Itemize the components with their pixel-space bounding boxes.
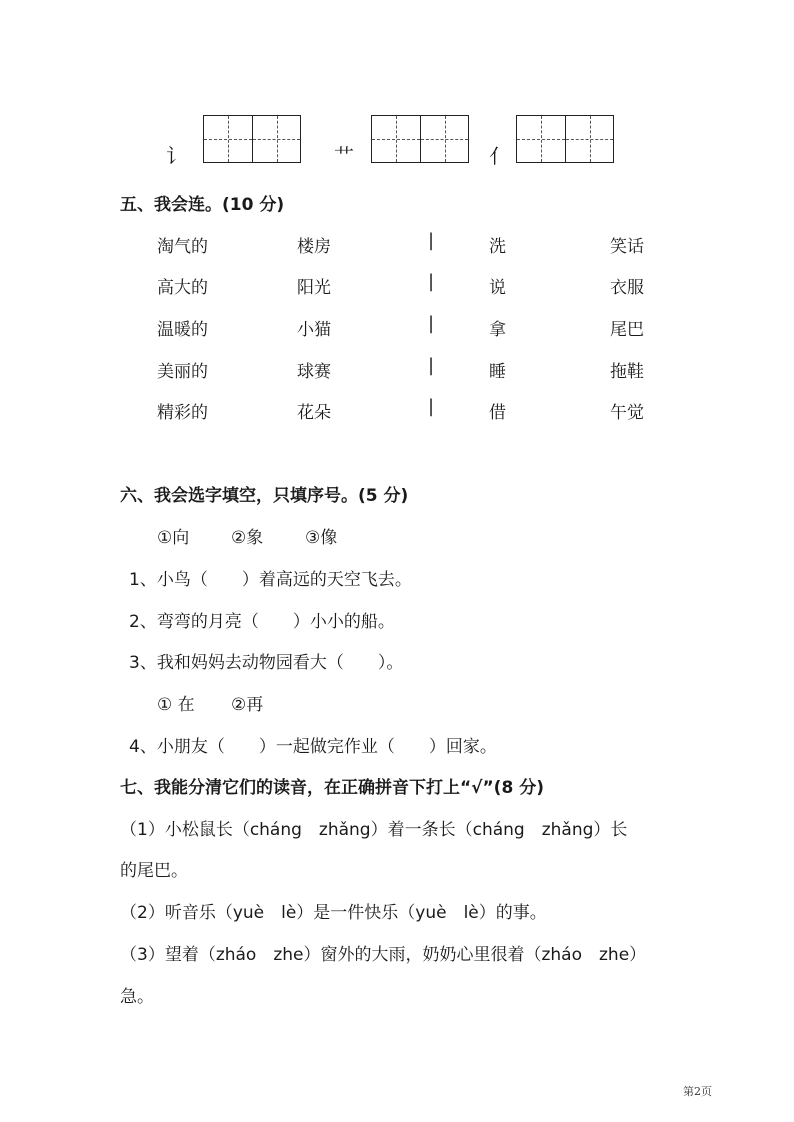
match-right-object[interactable]: 午觉 <box>610 403 644 423</box>
tianzige-cell[interactable] <box>517 116 565 162</box>
section-6-heading: 六、我会选字填空，只填序号。(5 分) <box>120 486 409 506</box>
match-right-verb[interactable]: 拿 <box>489 320 506 340</box>
pinyin-item-3-line-2: 急。 <box>120 987 154 1007</box>
match-left-word[interactable]: 高大的 <box>157 278 208 298</box>
option-item: ① 在 <box>157 695 195 715</box>
tianzige-cell[interactable] <box>204 116 252 162</box>
question-1[interactable]: 1、小鸟（ ）着高远的天空飞去。 <box>129 570 412 590</box>
match-left-noun[interactable]: 阳光 <box>297 278 331 298</box>
section-7-heading: 七、我能分清它们的读音，在正确拼音下打上“√”(8 分) <box>120 778 544 798</box>
pinyin-item-3-line-1[interactable]: （3）望着（zháo zhe）窗外的大雨，奶奶心里很着（zháo zhe） <box>120 945 647 965</box>
option-item: ①向 <box>157 528 190 548</box>
section-5-heading: 五、我会连。(10 分) <box>120 195 285 215</box>
tianzige-box-group-3[interactable] <box>516 115 614 163</box>
match-right-object[interactable]: 衣服 <box>610 278 644 298</box>
match-left-noun[interactable]: 球赛 <box>297 362 331 382</box>
question-2[interactable]: 2、弯弯的月亮（ ）小小的船。 <box>129 612 395 632</box>
column-separator: | <box>428 313 435 334</box>
option-item: ②象 <box>231 528 264 548</box>
match-right-verb[interactable]: 洗 <box>489 237 506 257</box>
radical-yan: 讠 <box>166 144 186 168</box>
column-separator: | <box>428 396 435 417</box>
radical-ren: 亻 <box>489 144 509 168</box>
radical-cao: 艹 <box>334 144 354 168</box>
option-item: ②再 <box>231 695 264 715</box>
pinyin-item-2[interactable]: （2）听音乐（yuè lè）是一件快乐（yuè lè）的事。 <box>120 903 547 923</box>
page-number: 第2页 <box>683 1085 712 1098</box>
column-separator: | <box>428 230 435 251</box>
match-right-object[interactable]: 笑话 <box>610 237 644 257</box>
match-right-verb[interactable]: 说 <box>489 278 506 298</box>
column-separator: | <box>428 271 435 292</box>
tianzige-box-group-1[interactable] <box>203 115 301 163</box>
pinyin-item-1-line-2: 的尾巴。 <box>120 861 188 881</box>
match-left-word[interactable]: 美丽的 <box>157 362 208 382</box>
match-left-word[interactable]: 淘气的 <box>157 237 208 257</box>
option-item: ③像 <box>305 528 338 548</box>
match-right-object[interactable]: 拖鞋 <box>610 362 644 382</box>
match-left-noun[interactable]: 楼房 <box>297 237 331 257</box>
column-separator: | <box>428 355 435 376</box>
pinyin-item-1-line-1[interactable]: （1）小松鼠长（cháng zhǎng）着一条长（cháng zhǎng）长 <box>120 820 628 840</box>
tianzige-cell[interactable] <box>420 116 468 162</box>
tianzige-cell[interactable] <box>252 116 300 162</box>
tianzige-cell[interactable] <box>372 116 420 162</box>
match-left-word[interactable]: 精彩的 <box>157 403 208 423</box>
tianzige-cell[interactable] <box>565 116 613 162</box>
match-left-noun[interactable]: 花朵 <box>297 403 331 423</box>
tianzige-box-group-2[interactable] <box>371 115 469 163</box>
match-right-verb[interactable]: 借 <box>489 403 506 423</box>
match-left-noun[interactable]: 小猫 <box>297 320 331 340</box>
match-left-word[interactable]: 温暖的 <box>157 320 208 340</box>
match-right-verb[interactable]: 睡 <box>489 362 506 382</box>
match-right-object[interactable]: 尾巴 <box>610 320 644 340</box>
question-3[interactable]: 3、我和妈妈去动物园看大（ ）。 <box>129 653 404 673</box>
question-4[interactable]: 4、小朋友（ ）一起做完作业（ ）回家。 <box>129 737 497 757</box>
